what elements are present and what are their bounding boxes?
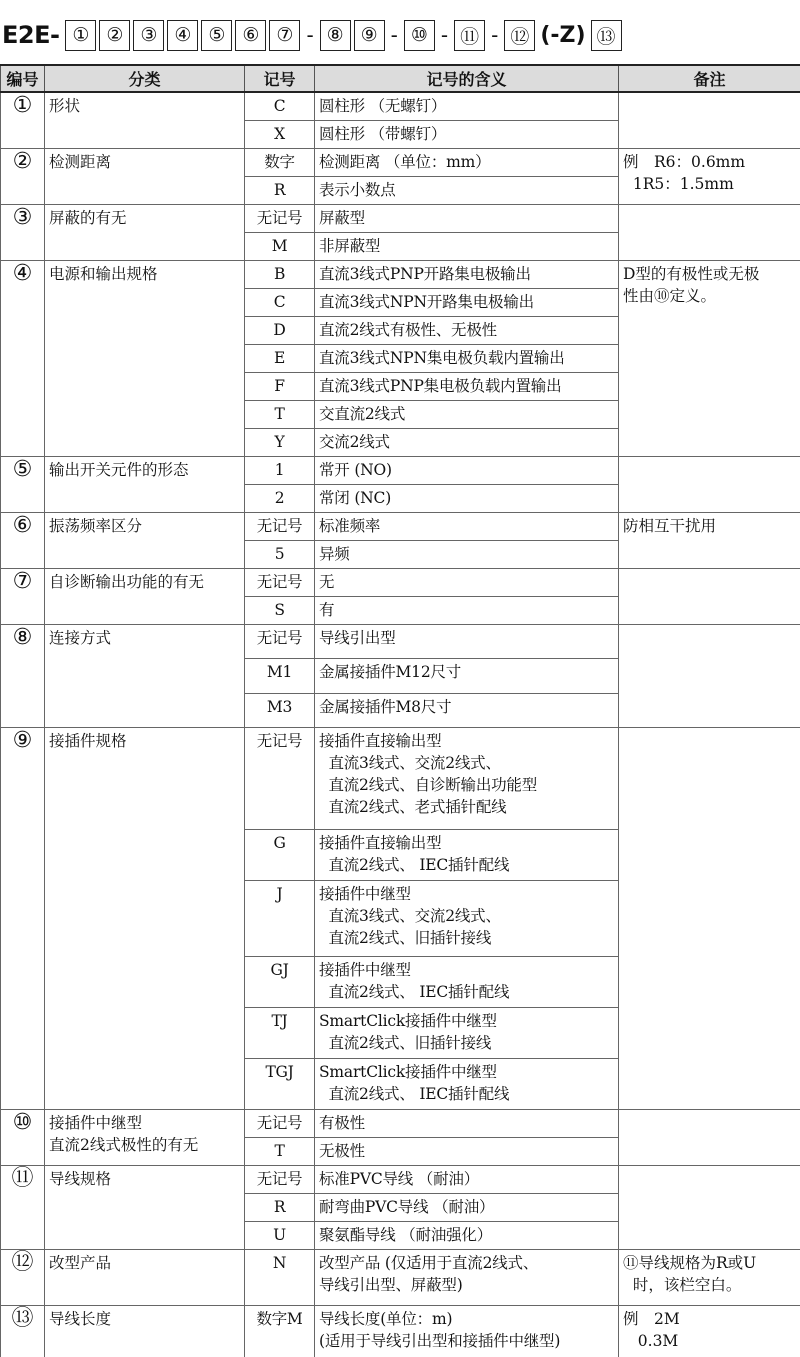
table-row (1, 568, 800, 596)
model-box-10: ⑩ (404, 20, 435, 51)
item-meaning: 非屏蔽型 (315, 232, 619, 260)
item-meaning: 直流3线式NPN集电极负载内置输出 (315, 344, 619, 372)
table-row (1, 512, 800, 540)
item-meaning: 无极性 (315, 1137, 619, 1165)
item-note (619, 727, 800, 1109)
item-category: 连接方式 (45, 624, 245, 727)
model-box-13: ⑬ (591, 20, 622, 51)
item-symbol: S (245, 596, 315, 624)
model-dash: - (306, 23, 314, 47)
item-meaning: 检测距离 （单位：mm） (315, 148, 619, 176)
item-note: 例 R6：0.6mm 1R5：1.5mm (619, 148, 800, 204)
model-box-9: ⑨ (354, 20, 385, 51)
model-code-header (0, 14, 800, 56)
item-meaning: 导线引出型 (315, 624, 619, 658)
spec-table (0, 64, 800, 1357)
item-symbol: D (245, 316, 315, 344)
item-number: ① (1, 92, 45, 148)
item-symbol: 无记号 (245, 1165, 315, 1193)
model-dash: - (390, 23, 398, 47)
header-note: 备注 (619, 65, 800, 92)
table-row (1, 456, 800, 484)
table-row (1, 260, 800, 288)
item-symbol: 5 (245, 540, 315, 568)
item-symbol: Y (245, 428, 315, 456)
item-meaning: 接插件中继型 直流2线式、 IEC插针配线 (315, 956, 619, 1007)
item-meaning: 圆柱形 （带螺钉） (315, 120, 619, 148)
item-symbol: G (245, 829, 315, 880)
item-symbol: TJ (245, 1007, 315, 1058)
item-meaning: 直流3线式PNP集电极负载内置输出 (315, 372, 619, 400)
item-meaning: 有 (315, 596, 619, 624)
item-meaning: 标准频率 (315, 512, 619, 540)
model-dash: - (491, 23, 499, 47)
item-symbol: 无记号 (245, 204, 315, 232)
table-row (1, 1249, 800, 1305)
model-box-8: ⑧ (320, 20, 351, 51)
item-number: ⑧ (1, 624, 45, 727)
item-meaning: 聚氨酯导线 （耐油强化） (315, 1221, 619, 1249)
item-symbol: 无记号 (245, 568, 315, 596)
table-row (1, 1165, 800, 1193)
model-box-3: ③ (133, 20, 164, 51)
item-meaning: 无 (315, 568, 619, 596)
item-meaning: 接插件直接输出型 直流2线式、 IEC插针配线 (315, 829, 619, 880)
item-symbol: T (245, 400, 315, 428)
item-number: ⑪ (1, 1165, 45, 1249)
item-category: 检测距离 (45, 148, 245, 204)
item-symbol: 1 (245, 456, 315, 484)
item-note: 防相互干扰用 (619, 512, 800, 568)
table-row (1, 148, 800, 176)
header-symbol: 记号 (245, 65, 315, 92)
item-number: ⑩ (1, 1109, 45, 1165)
item-symbol: 数字M (245, 1305, 315, 1357)
item-meaning: 导线长度(单位：m) (适用于导线引出型和接插件中继型) (315, 1305, 619, 1357)
item-symbol: 无记号 (245, 727, 315, 829)
item-meaning: 直流3线式PNP开路集电极输出 (315, 260, 619, 288)
item-number: ② (1, 148, 45, 204)
item-category: 振荡频率区分 (45, 512, 245, 568)
item-meaning: SmartClick接插件中继型 直流2线式、旧插针接线 (315, 1007, 619, 1058)
item-meaning: 常开 (NO) (315, 456, 619, 484)
item-note: D型的有极性或无极 性由⑩定义。 (619, 260, 800, 456)
item-symbol: GJ (245, 956, 315, 1007)
item-note (619, 1165, 800, 1249)
item-symbol: C (245, 288, 315, 316)
item-symbol: T (245, 1137, 315, 1165)
item-category: 导线长度 (45, 1305, 245, 1357)
item-category: 自诊断输出功能的有无 (45, 568, 245, 624)
item-symbol: 数字 (245, 148, 315, 176)
item-category: 导线规格 (45, 1165, 245, 1249)
item-note (619, 92, 800, 148)
model-box-12: ⑫ (504, 20, 535, 51)
item-symbol: TGJ (245, 1058, 315, 1109)
model-box-7: ⑦ (269, 20, 300, 51)
item-meaning: 交直流2线式 (315, 400, 619, 428)
item-note: 例 2M 0.3M (619, 1305, 800, 1357)
model-box-2: ② (99, 20, 130, 51)
item-note (619, 204, 800, 260)
item-number: ⑨ (1, 727, 45, 1109)
item-number: ⑦ (1, 568, 45, 624)
item-symbol: M (245, 232, 315, 260)
item-symbol: U (245, 1221, 315, 1249)
item-number: ⑫ (1, 1249, 45, 1305)
item-symbol: E (245, 344, 315, 372)
table-row (1, 624, 800, 658)
item-meaning: 直流3线式NPN开路集电极输出 (315, 288, 619, 316)
item-category: 改型产品 (45, 1249, 245, 1305)
item-symbol: 无记号 (245, 624, 315, 658)
item-meaning: 常闭 (NC) (315, 484, 619, 512)
item-note (619, 456, 800, 512)
item-symbol: R (245, 1193, 315, 1221)
item-symbol: C (245, 92, 315, 120)
item-symbol: F (245, 372, 315, 400)
item-category: 形状 (45, 92, 245, 148)
item-symbol: 2 (245, 484, 315, 512)
item-note (619, 624, 800, 727)
item-number: ③ (1, 204, 45, 260)
item-category: 接插件中继型 直流2线式极性的有无 (45, 1109, 245, 1165)
table-row (1, 1109, 800, 1137)
table-row (1, 727, 800, 829)
model-box-4: ④ (167, 20, 198, 51)
item-symbol: B (245, 260, 315, 288)
item-meaning: 金属接插件M12尺寸 (315, 658, 619, 693)
item-note (619, 1109, 800, 1165)
table-row (1, 92, 800, 120)
item-number: ⑤ (1, 456, 45, 512)
item-symbol: X (245, 120, 315, 148)
item-category: 接插件规格 (45, 727, 245, 1109)
model-box-6: ⑥ (235, 20, 266, 51)
model-box-5: ⑤ (201, 20, 232, 51)
item-meaning: 金属接插件M8尺寸 (315, 693, 619, 727)
item-symbol: 无记号 (245, 512, 315, 540)
item-symbol: N (245, 1249, 315, 1305)
item-meaning: 改型产品 (仅适用于直流2线式、 导线引出型、屏蔽型) (315, 1249, 619, 1305)
model-box-11: ⑪ (454, 20, 485, 51)
item-note (619, 568, 800, 624)
model-z-suffix: (-Z) (540, 22, 586, 48)
item-symbol: M1 (245, 658, 315, 693)
item-meaning: 圆柱形 （无螺钉） (315, 92, 619, 120)
item-meaning: 耐弯曲PVC导线 （耐油） (315, 1193, 619, 1221)
header-category: 分类 (45, 65, 245, 92)
item-meaning: 接插件中继型 直流3线式、交流2线式、 直流2线式、旧插针接线 (315, 880, 619, 956)
item-meaning: 直流2线式有极性、无极性 (315, 316, 619, 344)
model-dash: - (440, 23, 449, 47)
item-symbol: 无记号 (245, 1109, 315, 1137)
item-category: 屏蔽的有无 (45, 204, 245, 260)
item-meaning: 有极性 (315, 1109, 619, 1137)
header-meaning: 记号的含义 (315, 65, 619, 92)
item-symbol: R (245, 176, 315, 204)
item-number: ④ (1, 260, 45, 456)
item-number: ⑬ (1, 1305, 45, 1357)
item-category: 电源和输出规格 (45, 260, 245, 456)
item-number: ⑥ (1, 512, 45, 568)
model-prefix: E2E- (2, 21, 60, 49)
table-header-row (1, 65, 800, 92)
header-number: 编号 (1, 65, 45, 92)
item-meaning: SmartClick接插件中继型 直流2线式、 IEC插针配线 (315, 1058, 619, 1109)
item-meaning: 接插件直接输出型 直流3线式、交流2线式、 直流2线式、自诊断输出功能型 直流2线式、老式插针配线 (315, 727, 619, 829)
item-meaning: 标准PVC导线 （耐油） (315, 1165, 619, 1193)
item-category: 输出开关元件的形态 (45, 456, 245, 512)
item-symbol: M3 (245, 693, 315, 727)
model-box-1: ① (65, 20, 96, 51)
item-meaning: 表示小数点 (315, 176, 619, 204)
item-meaning: 交流2线式 (315, 428, 619, 456)
item-meaning: 屏蔽型 (315, 204, 619, 232)
item-meaning: 异频 (315, 540, 619, 568)
item-symbol: J (245, 880, 315, 956)
table-row (1, 204, 800, 232)
table-row (1, 1305, 800, 1357)
item-note: ⑪导线规格为R或U 时，该栏空白。 (619, 1249, 800, 1305)
